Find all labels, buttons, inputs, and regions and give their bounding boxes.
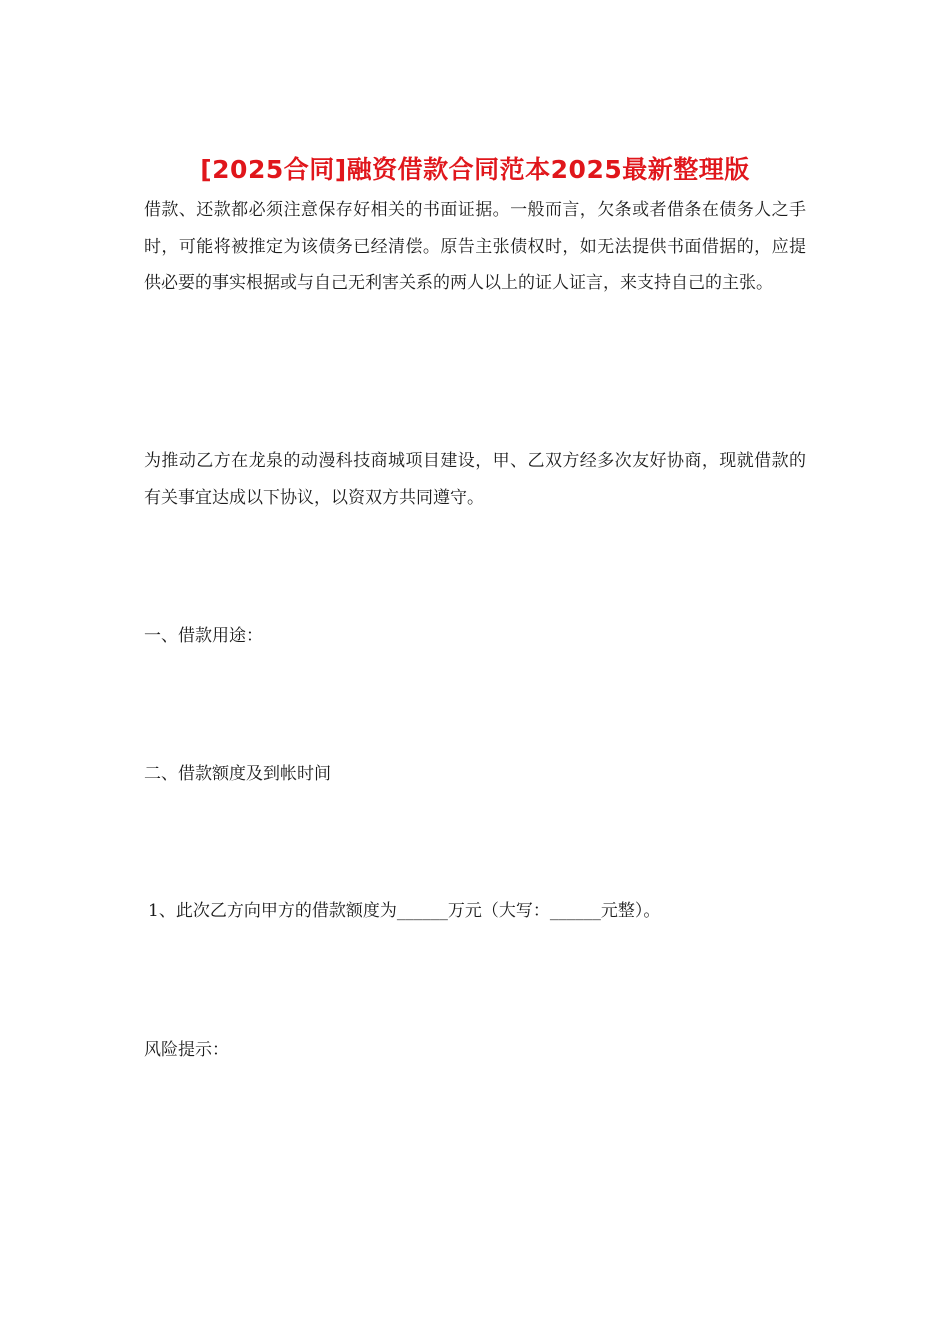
clause-loan-amount: 1、此次乙方向甲方的借款额度为______万元（大写：______元整）。	[148, 901, 661, 921]
section-heading-loan-amount: 二、借款额度及到帐时间	[144, 764, 331, 784]
section-heading-loan-purpose: 一、借款用途：	[144, 626, 263, 646]
paragraph-agreement-intro: 为推动乙方在龙泉的动漫科技商城项目建设，甲、乙双方经多次友好协商，现就借款的有关事宜达成以下协议，以资双方共同遵守。	[144, 451, 806, 508]
paragraph-evidence-notice: 借款、还款都必须注意保存好相关的书面证据。一般而言，欠条或者借条在债务人之手时，可能将被推定为该债务已经清偿。原告主张债权时，如无法提供书面借据的，应提供必要的事实根据或与自己无利害关系的两人以上的证人证言，来支持自己的主张。	[144, 200, 806, 293]
document-title: [2025合同]融资借款合同范本2025最新整理版	[200, 155, 750, 184]
section-heading-risk-notice: 风险提示：	[144, 1040, 229, 1060]
